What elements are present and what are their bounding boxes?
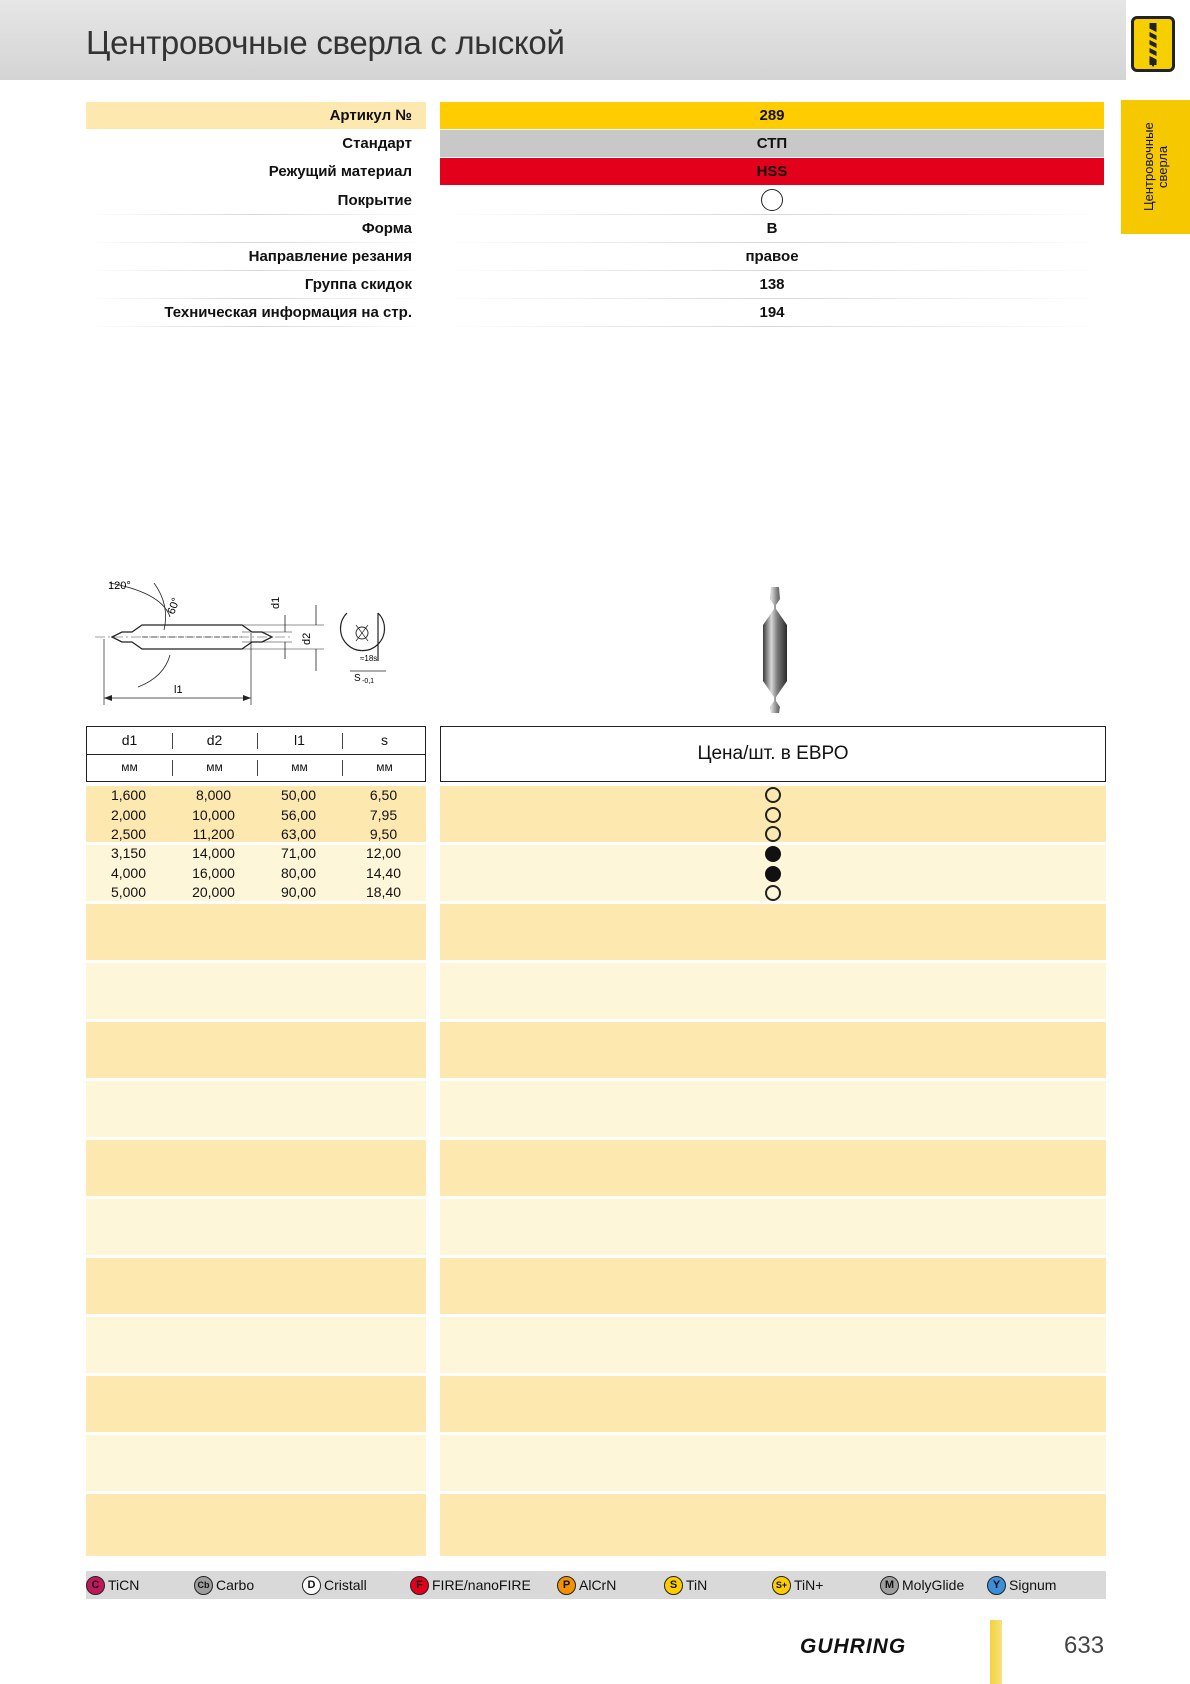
brand-logo: GUHRING [800, 1635, 907, 1658]
row-band [86, 1317, 426, 1373]
tool-image [745, 585, 805, 715]
row-band [440, 1376, 1106, 1432]
drill-logo-icon [1131, 16, 1175, 72]
spec-label-coating: Покрытие [337, 192, 412, 209]
coating-f-icon: F [410, 1576, 429, 1595]
spec-label-form: Форма [361, 220, 412, 237]
spec-value-form: B [766, 220, 778, 237]
row-band [440, 963, 1106, 1019]
legend-tinplus [772, 1571, 823, 1599]
divider [440, 214, 1104, 215]
legend-tin [664, 1571, 707, 1599]
legend-label: Carbo [216, 1577, 255, 1593]
table-row [86, 863, 426, 883]
cell-s: 7,95 [369, 807, 398, 823]
cell-l1: 56,00 [280, 807, 317, 823]
legend-ticn [86, 1571, 139, 1599]
spec-value-techinfo: 194 [759, 304, 785, 321]
row-band [86, 1199, 426, 1255]
cell-d1: 5,000 [110, 884, 147, 900]
cell-d1: 3,150 [110, 845, 147, 861]
stock-filled-circle-icon [765, 846, 781, 862]
legend-fire [410, 1571, 531, 1599]
stock-filled-circle-icon [765, 866, 781, 882]
coating-y-icon: Y [987, 1576, 1006, 1595]
spec-label-techinfo: Техническая информация на стр. [164, 304, 412, 321]
table-row [86, 843, 426, 863]
row-band [86, 1140, 426, 1196]
table-row [86, 882, 426, 902]
cell-s: 18,40 [365, 884, 402, 900]
coating-cb-icon: Cb [194, 1576, 213, 1595]
s-tolerance-label: -0,1 [362, 678, 375, 685]
legend-signum [987, 1571, 1056, 1599]
cell-l1: 71,00 [280, 845, 317, 861]
col-unit-l1: мм [291, 760, 308, 774]
legend-label: FIRE/nanoFIRE [432, 1577, 531, 1593]
row-band [86, 1376, 426, 1432]
tool-drawing [92, 575, 422, 715]
col-header-s: s [381, 732, 388, 748]
divider [86, 326, 426, 327]
coating-s-icon: S [664, 1576, 683, 1595]
col-separator [172, 760, 173, 776]
dimension-header [86, 726, 426, 782]
coating-d-icon: D [302, 1576, 321, 1595]
legend-label: TiN [686, 1577, 708, 1593]
spec-label-discount: Группа скидок [304, 276, 412, 293]
col-header-d1: d1 [121, 732, 138, 748]
col-unit-d1: мм [121, 760, 138, 774]
stock-open-circle-icon [765, 787, 781, 803]
legend-cristall [302, 1571, 367, 1599]
legend-molyglide [880, 1571, 964, 1599]
row-band [440, 1258, 1106, 1314]
stock-open-circle-icon [765, 826, 781, 842]
row-band [440, 1199, 1106, 1255]
cell-s: 9,50 [369, 826, 398, 842]
footer-accent-bar [990, 1620, 1002, 1684]
legend-label: Cristall [324, 1577, 367, 1593]
table-row [86, 824, 426, 844]
cell-d1: 2,500 [110, 826, 147, 842]
chamfer-label: ≈18s [360, 654, 378, 663]
divider [440, 270, 1104, 271]
col-separator [257, 760, 258, 776]
coating-p-icon: P [557, 1576, 576, 1595]
row-band [440, 1317, 1106, 1373]
row-band [440, 1494, 1106, 1556]
row-band [86, 1258, 426, 1314]
cell-s: 14,40 [365, 865, 402, 881]
col-separator [342, 760, 343, 776]
cell-d2: 8,000 [195, 787, 232, 803]
col-unit-s: мм [376, 760, 393, 774]
legend-label: TiN+ [794, 1577, 824, 1593]
s-label: S [354, 673, 361, 684]
cell-d2: 14,000 [192, 845, 235, 861]
legend-alcrn [557, 1571, 616, 1599]
spec-label-material: Режущий материал [268, 163, 412, 180]
row-band [440, 1140, 1106, 1196]
cell-d1: 2,000 [110, 807, 147, 823]
cell-l1: 80,00 [280, 865, 317, 881]
d1-label: d1 [270, 596, 282, 609]
cell-d2: 20,000 [192, 884, 235, 900]
cell-l1: 63,00 [280, 826, 317, 842]
col-separator [172, 733, 173, 749]
divider [86, 242, 426, 243]
stock-open-circle-icon [765, 885, 781, 901]
cell-d2: 16,000 [192, 865, 235, 881]
coating-splus-icon: S+ [772, 1576, 791, 1595]
page-title: Центровочные сверла с лыской [86, 24, 565, 61]
divider [86, 298, 426, 299]
legend-label: MolyGlide [902, 1577, 965, 1593]
divider [440, 298, 1104, 299]
header-divider [87, 754, 425, 755]
cell-d2: 10,000 [192, 807, 235, 823]
spec-value-direction: правое [745, 248, 799, 265]
row-band [86, 1494, 426, 1556]
col-separator [342, 733, 343, 749]
col-unit-d2: мм [206, 760, 223, 774]
angle-60-label: 60° [165, 596, 183, 617]
divider [440, 242, 1104, 243]
spec-label-direction: Направление резания [248, 248, 412, 265]
spec-value-standard: СТП [756, 135, 788, 152]
side-tab-label: Центровочные сверла [1141, 122, 1170, 212]
spec-value-article: 289 [759, 107, 785, 124]
spec-label-standard: Стандарт [342, 135, 412, 152]
legend-label: TiCN [108, 1577, 140, 1593]
table-row [86, 805, 426, 825]
legend-label: Signum [1009, 1577, 1057, 1593]
price-header-label: Цена/шт. в ЕВРО [697, 743, 849, 764]
coating-c-icon: C [86, 1576, 105, 1595]
cell-d1: 4,000 [110, 865, 147, 881]
cell-l1: 90,00 [280, 884, 317, 900]
cell-d2: 11,200 [192, 826, 235, 842]
row-band [86, 1022, 426, 1078]
cell-s: 12,00 [365, 845, 402, 861]
coating-legend [86, 1571, 1106, 1599]
l1-label: l1 [174, 684, 183, 696]
legend-carbo [194, 1571, 254, 1599]
row-band [440, 1022, 1106, 1078]
legend-label: AlCrN [579, 1577, 617, 1593]
col-header-l1: l1 [294, 732, 305, 748]
row-band [440, 1435, 1106, 1491]
row-band [86, 904, 426, 960]
spec-value-material: HSS [756, 163, 788, 180]
d2-label: d2 [301, 632, 313, 645]
cell-l1: 50,00 [280, 787, 317, 803]
cell-s: 6,50 [369, 787, 398, 803]
divider [440, 326, 1104, 327]
row-band [440, 904, 1106, 960]
spec-value-discount: 138 [759, 276, 785, 293]
col-separator [257, 733, 258, 749]
table-row [86, 785, 426, 805]
col-header-d2: d2 [206, 732, 223, 748]
row-band [86, 1081, 426, 1137]
row-band [440, 1081, 1106, 1137]
uncoated-circle-icon [761, 189, 783, 211]
cell-d1: 1,600 [110, 787, 147, 803]
page-number: 633 [1064, 1632, 1105, 1659]
coating-m-icon: M [880, 1576, 899, 1595]
divider [86, 214, 426, 215]
row-band [86, 1435, 426, 1491]
divider [86, 270, 426, 271]
stock-open-circle-icon [765, 807, 781, 823]
price-header [440, 726, 1106, 782]
angle-120-label: 120° [108, 580, 131, 592]
spec-label-article: Артикул № [329, 107, 412, 124]
row-band [86, 963, 426, 1019]
